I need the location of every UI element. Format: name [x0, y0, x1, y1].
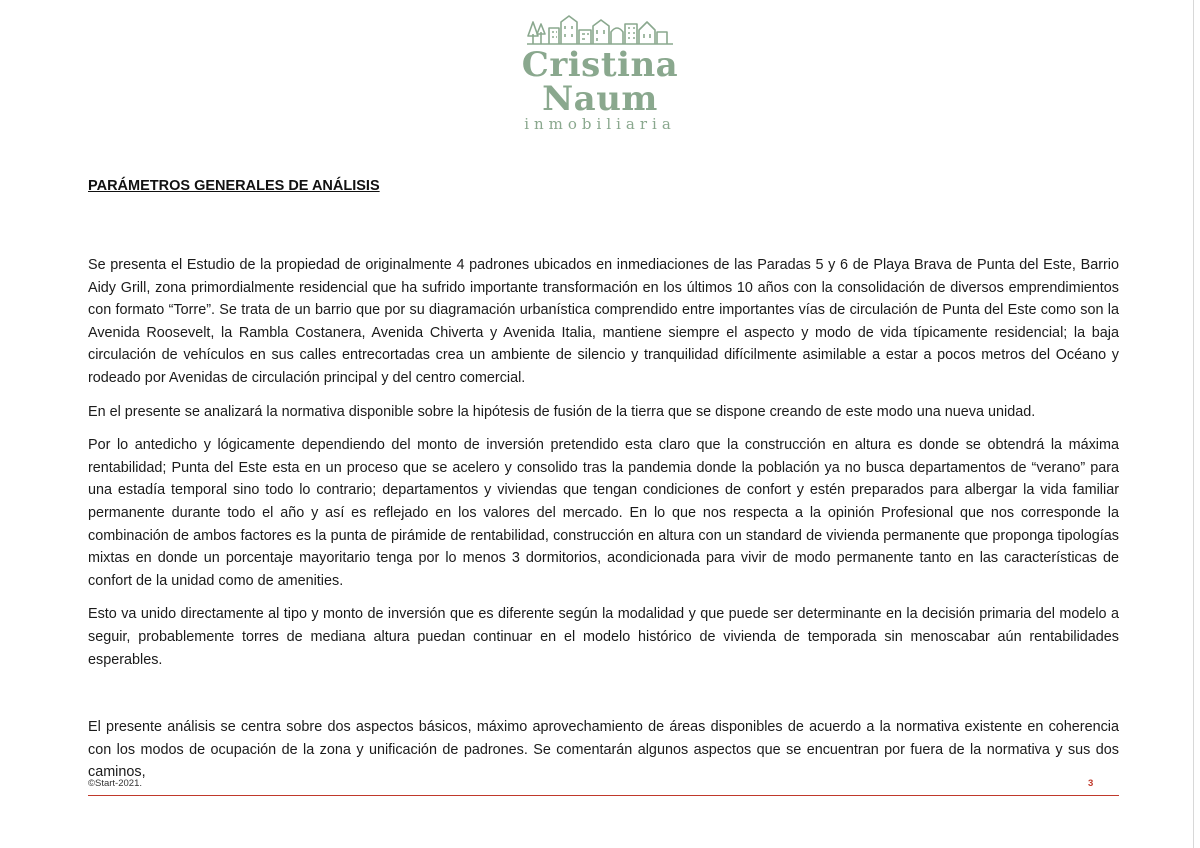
logo-subtitle: inmobiliaria	[524, 115, 676, 133]
paragraph: El presente análisis se centra sobre dos aspectos básicos, máximo aprovechamiento de áreas disponibles de acuerdo a la normativa existente en coherencia con los modos de ocupación de la zona y unificación de padrones. Se comentarán algunos aspectos que se encuentran por fuera de la normativa y sus dos caminos,	[88, 719, 1119, 781]
page-number: 3	[1088, 778, 1094, 789]
page-edge-rule	[1193, 0, 1194, 848]
company-logo	[470, 12, 730, 133]
section-heading: PARÁMETROS GENERALES DE ANÁLISIS	[88, 178, 380, 194]
town-skyline-icon	[525, 12, 675, 46]
logo-name: Cristina Naum	[521, 45, 679, 119]
footer-divider	[88, 795, 1119, 796]
paragraph: Se presenta el Estudio de la propiedad de originalmente 4 padrones ubicados en inmediaciones de las Paradas 5 y 6 de Playa Brava de Punta del Este, Barrio Aidy Grill, zona primordialmente residencial que ha sufrido importante transformación en los últimos 10 años con la consolidación de diversos emprendimientos con formato “Torre”. Se trata de un barrio que por su diagramación urbanística comprendido entre importantes vías de circulación de Punta del Este como son la Avenida Roosevelt, la Rambla Costanera, Avenida Chiverta y Avenida Italia, mantiene siempre el aspecto y modo de vida típicamente residencial; la baja circulación de vehículos en sus calles entrecortadas crea un ambiente de silencio y tranquilidad difícilmente asimilable a estar a pocos metros del Océano y rodeado por Avenidas de circulación principal y del centro comercial.	[88, 257, 1119, 386]
paragraph: En el presente se analizará la normativa disponible sobre la hipótesis de fusión de la tierra que se dispone creando de este modo una nueva unidad.	[88, 403, 1036, 420]
footer-copyright: ©Start-2021.	[88, 778, 142, 789]
paragraph: Esto va unido directamente al tipo y monto de inversión que es diferente según la modalidad y que puede ser determinante en la decisión primaria del modelo a seguir, probablemente torres de mediana altura puedan continuar en el modelo histórico de vivienda de temporada sin menoscabar aún rentabilidades esperables.	[88, 606, 1119, 668]
document-body	[88, 254, 1119, 795]
paragraph: Por lo antedicho y lógicamente dependiendo del monto de inversión pretendido esta claro que la construcción en altura es donde se obtendrá la máxima rentabilidad; Punta del Este esta en un proceso que se acelero y consolido tras la pandemia donde la población ya no busca departamentos de “verano” para una estadía temporal sino todo lo contrario; departamentos y viviendas que tengan condiciones de confort y estén preparados para albergar la vida familiar permanente durante todo el año y así es reflejado en los valores del mercado. En lo que nos respecta a la opinión Profesional que nos corresponde la combinación de ambos factores es la punta de pirámide de rentabilidad, construcción en altura con un standard de vivienda permanente que proponga tipologías mixtas en donde un porcentaje mayoritario tenga por lo menos 3 dormitorios, acondicionada para vivir de modo permanente tanto en las características de confort de la unidad como de amenities.	[88, 437, 1119, 589]
